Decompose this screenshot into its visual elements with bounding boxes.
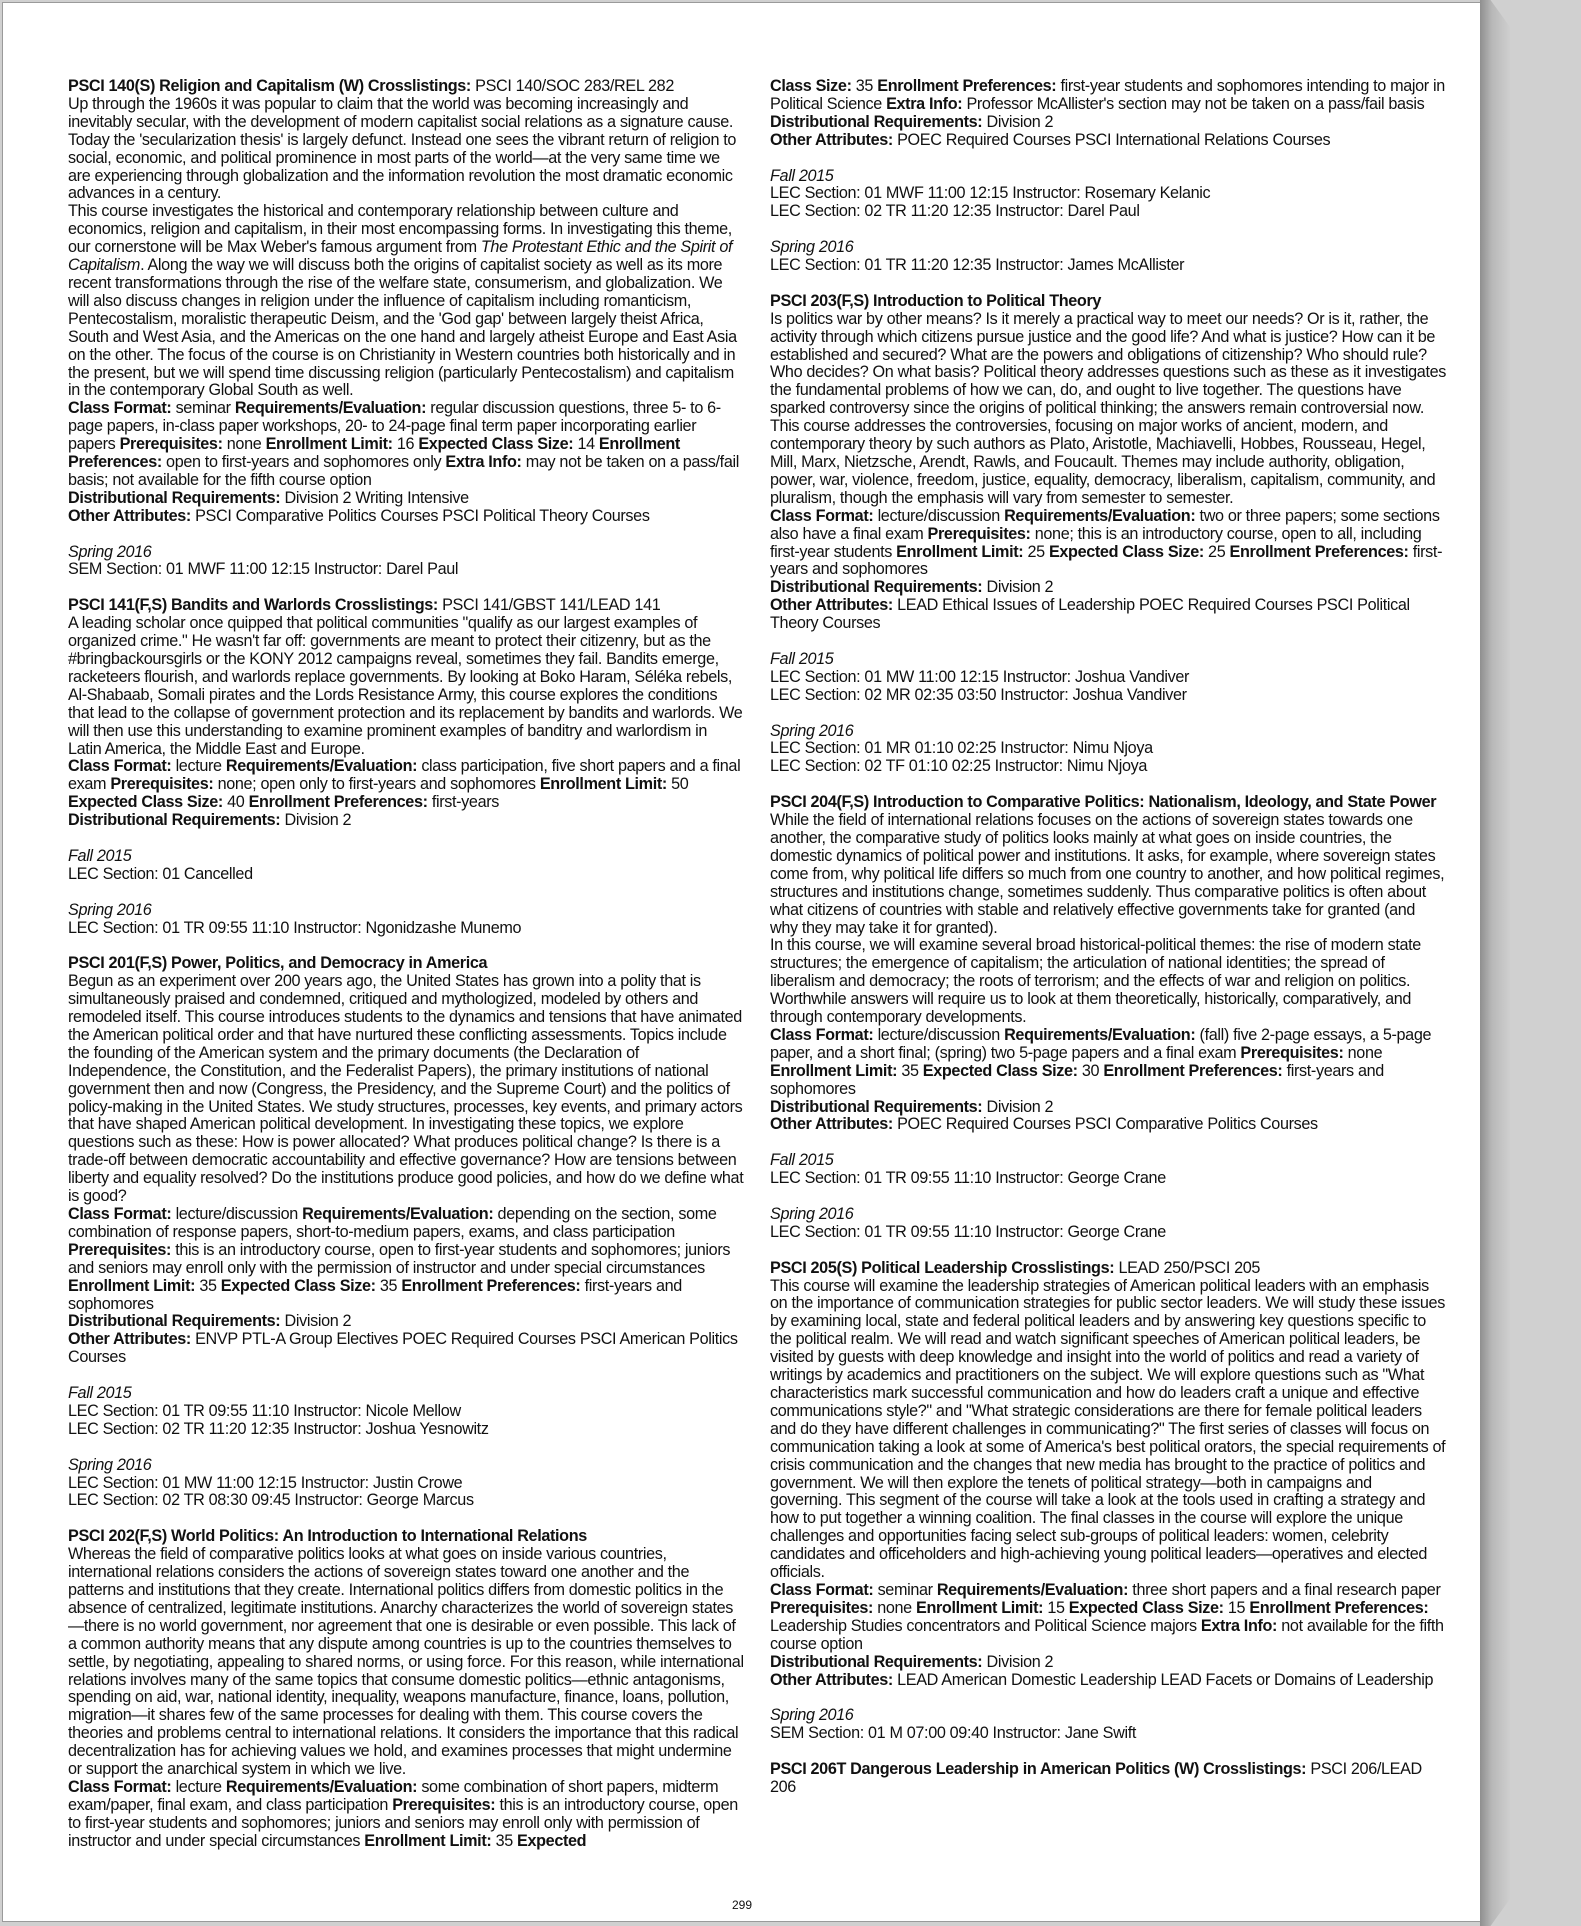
term-block	[770, 651, 1446, 705]
enrollment-prefs-label: Enrollment Preferences:	[248, 793, 428, 812]
section-line: LEC Section: 01 TR 09:55 11:10 Instructor: George Crane	[770, 1222, 1166, 1241]
crosslistings-label: Crosslistings:	[1011, 1258, 1115, 1277]
other-attributes-value: LEAD American Domestic Leadership LEAD Facets or Domains of Leadership	[897, 1670, 1434, 1689]
term-block	[68, 848, 744, 884]
term-name: Fall 2015	[770, 1151, 834, 1170]
expected-size-label: Expected Class Size:	[418, 435, 574, 454]
requirements-label: Requirements/Evaluation:	[936, 1580, 1129, 1599]
class-format-label: Class Format:	[68, 757, 172, 776]
requirements-label: Requirements/Evaluation:	[1004, 506, 1196, 525]
enrollment-prefs-value: Leadership Studies concentrators and Political Science majors	[770, 1616, 1197, 1635]
course-description: A leading scholar once quipped that political communities "qualify as our largest examples of organized crime." He wasn't far off: governments are meant to protect their citizenry, but as the #bringbackoursgirls or the KONY 2012 campaigns reveal, sometimes they fail. Bandits emerge, racketeers flourish, and warlords replace governments. By looking at Boko Haram, Séléka rebels, Al-Shabaab, Somali pirates and the Lords Resistance Army, this course explores the conditions that lead to the collapse of government protection and its replacement by bandits and warlords. We will then use this understanding to examine prominent examples of banditry and warlordism in Latin America, the Middle East and Europe.	[68, 614, 743, 758]
enrollment-limit-label: Enrollment Limit:	[539, 775, 667, 794]
distrib-label: Distributional Requirements:	[770, 578, 983, 597]
course-details	[68, 758, 744, 812]
course-title	[770, 1260, 1446, 1278]
other-attributes-label: Other Attributes:	[68, 506, 191, 525]
book-title: The Protestant Ethic and the Spirit of Capitalism	[68, 238, 733, 275]
expected-size-label: Expected Class Size:	[1048, 542, 1204, 561]
other-attributes-label: Other Attributes:	[770, 1115, 893, 1134]
expected-size-label: Expected Class Size:	[1068, 1598, 1224, 1617]
prerequisites-value: this is an introductory course, open to first-year students and sophomores; juniors and seniors may enroll only with permission of instructor and under special circumstances	[68, 1795, 738, 1850]
enrollment-limit-value: 50	[671, 775, 689, 794]
term-name: Spring 2016	[770, 721, 854, 740]
course-entry	[68, 955, 744, 1510]
left-column	[68, 78, 744, 1851]
term-block	[770, 723, 1446, 777]
distributional-requirements	[770, 1099, 1446, 1117]
prerequisites-value: this is an introductory course, open to first-year students and sophomores; juniors and seniors may enroll only with the permission of instructor and under special circumstances	[68, 1240, 731, 1277]
class-format-label: Class Format:	[770, 506, 874, 525]
enrollment-limit-label: Enrollment Limit:	[364, 1831, 492, 1850]
page-curl-edge	[1480, 0, 1510, 1926]
course-code-title: PSCI 140(S) Religion and Capitalism (W)	[68, 77, 364, 95]
extra-info-value: may not be taken on a pass/fail basis; not available for the fifth course option	[68, 453, 739, 489]
prerequisites-label: Prerequisites:	[1240, 1043, 1344, 1062]
course-description: Is politics war by other means? Is it merely a practical way to meet our needs? Or is it, rather, the activity through which citizens pursue justice and the good life? And what is justice? How can it be established and secured? What are the powers and obligations of citizenship? Who should rule? Who decides? On what basis? Political theory addresses questions such as these as it investigates the fundamental problems of how we can, do, and ought to live together. The questions have sparked controversy since the origins of political thinking; the answers remain controversial now. This course addresses the controversies, focusing on major works of ancient, modern, and contemporary theory by such authors as Plato, Aristotle, Machiavelli, Hobbes, Rousseau, Hegel, Mill, Marx, Nietzsche, Arendt, Rawls, and Foucault. Themes may include authority, obligation, power, war, violence, freedom, justice, equality, democracy, liberalism, capitalism, community, and pluralism, though the emphasis will vary from semester to semester.	[770, 309, 1446, 507]
expected-size-label: Expected Class Size:	[922, 1061, 1078, 1080]
prerequisites-value: none	[1347, 1043, 1383, 1062]
extra-info-value: Professor McAllister's section may not be taken on a pass/fail basis	[966, 94, 1425, 113]
course-entry	[68, 1528, 744, 1850]
term-name: Spring 2016	[68, 542, 152, 561]
prerequisites-label: Prerequisites:	[110, 775, 214, 794]
course-details	[770, 1582, 1446, 1654]
section-line: LEC Section: 02 MR 02:35 03:50 Instructor: Joshua Vandiver	[770, 685, 1187, 704]
extra-info-value: not available for the fifth course option	[770, 1616, 1444, 1653]
course-code-title: PSCI 206T Dangerous Leadership in American Politics (W)	[770, 1760, 1200, 1779]
other-attributes-label: Other Attributes:	[770, 596, 893, 615]
prerequisites-label: Prerequisites:	[119, 435, 223, 454]
course-entry	[770, 794, 1446, 1242]
term-block	[770, 1707, 1446, 1743]
section-line: LEC Section: 01 TR 09:55 11:10 Instructor: Ngonidzashe Munemo	[68, 918, 522, 937]
other-attributes-value: LEAD Ethical Issues of Leadership POEC Required Courses PSCI Political Theory Courses	[770, 596, 1410, 633]
course-title	[68, 597, 744, 615]
term-block	[770, 168, 1446, 222]
enrollment-prefs-value: first-years and sophomores	[770, 1061, 1384, 1098]
course-description: Begun as an experiment over 200 years ago, the United States has grown into a polity that is simultaneously praised and condemned, critiqued and mythologized, modeled by others and remodeled itself. This course introduces students to the dynamics and tensions that have animated the American political order and that have nurtured these conflicting assessments. Topics include the founding of the American system and the primary documents (the Declaration of Independence, the Constitution, and the Federalist Papers), the primary institutions of national government then and now (Congress, the Presidency, and the Supreme Court) and the politics of policy-making in the United States. We study structures, processes, key events, and primary actors that have shaped American political development. In investigating these topics, we explore questions such as these: How is power allocated? What produces political change? Is there is a trade-off between democratic accountability and effective governance? How are tensions between liberty and equality resolved? Do the institutions produce good policies, and how do we define what is good?	[68, 972, 744, 1206]
course-code-title: PSCI 141(F,S) Bandits and Warlords	[68, 596, 331, 615]
other-attributes-value: ENVP PTL-A Group Electives POEC Required Courses PSCI American Politics Courses	[68, 1330, 738, 1367]
extra-info-label: Extra Info:	[1200, 1616, 1278, 1635]
other-attributes-value: PSCI Comparative Politics Courses PSCI Political Theory Courses	[195, 506, 650, 525]
class-format-label: Class Format:	[68, 399, 172, 418]
section-line: LEC Section: 01 TR 09:55 11:10 Instructor: Nicole Mellow	[68, 1401, 461, 1420]
distrib-label: Distributional Requirements:	[770, 112, 983, 131]
other-attributes-label: Other Attributes:	[770, 130, 893, 149]
distrib-value: Division 2	[986, 1097, 1054, 1116]
term-name: Spring 2016	[770, 238, 854, 257]
crosslistings-label: Crosslistings:	[334, 596, 438, 615]
crosslistings-label: Crosslistings:	[367, 77, 471, 95]
course-details	[68, 400, 744, 490]
enrollment-limit-value: 35	[495, 1831, 513, 1850]
other-attributes	[770, 1116, 1446, 1134]
expected-size-value: 30	[1081, 1061, 1100, 1080]
distrib-label: Distributional Requirements:	[770, 1097, 983, 1116]
term-name: Spring 2016	[770, 1204, 854, 1223]
course-description-2	[68, 203, 744, 400]
course-description-2a: This course investigates the historical and contemporary relationship between culture and economics, religion and capitalism, in their most encompassing forms. In investigating this theme, our cornerstone will be Max Weber's famous argument from	[68, 202, 732, 257]
distributional-requirements	[770, 579, 1446, 597]
enrollment-limit-label: Enrollment Limit:	[770, 1061, 898, 1080]
prerequisites-label: Prerequisites:	[392, 1795, 496, 1814]
enrollment-prefs-label: Enrollment Preferences:	[1249, 1598, 1429, 1617]
class-format-value: lecture/discussion	[877, 506, 1000, 525]
prerequisites-value: none; open only to first-years and sophomores	[217, 775, 536, 794]
term-name: Spring 2016	[770, 1706, 854, 1725]
section-line: LEC Section: 01 TR 11:20 12:35 Instructor: James McAllister	[770, 256, 1185, 275]
section-line: LEC Section: 02 TF 01:10 02:25 Instructor: Nimu Njoya	[770, 757, 1148, 776]
requirements-value: (fall) five 2-page essays, a 5-page paper, and a short final; (spring) two 5-page papers and a final exam	[770, 1025, 1432, 1062]
enrollment-limit-value: 16	[396, 435, 415, 454]
distrib-label: Distributional Requirements:	[68, 811, 281, 830]
class-format-label: Class Format:	[770, 1025, 874, 1044]
distrib-value: Division 2	[986, 112, 1054, 131]
course-code-title: PSCI 205(S) Political Leadership	[770, 1258, 1008, 1277]
distrib-label: Distributional Requirements:	[770, 1652, 983, 1671]
enrollment-prefs-value: first-years	[431, 793, 500, 812]
course-description-2b: . Along the way we will discuss both the origins of capitalist society as well as its more recent transformations through the rise of the welfare state, consumerism, and globalization. We will also discuss changes in religion under the influence of capitalism including romanticism, Pentecostalism, moralistic therapeutic Deism, and the 'God gap' between largely theist Africa, South and West Asia, and the Americas on the one hand and largely atheist Europe and East Asia on the other. The focus of the course is on Christianity in Western countries both historically and in the present, but we will spend time discussing religion (particularly Pentecostalism) and capitalism in the contemporary Global South as well.	[68, 256, 737, 400]
term-name: Fall 2015	[770, 649, 834, 668]
page-number: 299	[731, 1898, 753, 1912]
requirements-value: three short papers and a final research paper	[1132, 1580, 1441, 1599]
prerequisites-label: Prerequisites:	[927, 524, 1031, 543]
course-code-title: PSCI 202(F,S) World Politics: An Introduction to International Relations	[68, 1527, 587, 1546]
other-attributes	[770, 132, 1446, 150]
requirements-value: class participation, five short papers and a final exam	[68, 757, 741, 794]
class-format-value: lecture	[175, 757, 222, 776]
extra-info-label: Extra Info:	[886, 94, 963, 113]
requirements-label: Requirements/Evaluation:	[234, 399, 427, 418]
course-entry	[770, 1761, 1446, 1797]
class-format-value: seminar	[877, 1580, 933, 1599]
class-format-label: Class Format:	[68, 1205, 172, 1224]
enrollment-prefs-value: first-year students and sophomores intending to major in Political Science	[770, 77, 1445, 113]
expected-size-value: 40	[227, 793, 245, 812]
prerequisites-value: none	[226, 435, 262, 454]
enrollment-limit-value: 25	[1027, 542, 1045, 561]
section-line: LEC Section: 01 MWF 11:00 12:15 Instructor: Rosemary Kelanic	[770, 184, 1211, 203]
requirements-value: two or three papers; some sections also have a final exam	[770, 506, 1440, 543]
enrollment-prefs-value: first-years and sophomores	[770, 542, 1443, 579]
class-size-value: 35	[855, 77, 874, 95]
prerequisites-label: Prerequisites:	[68, 1240, 172, 1259]
expected-size-label: Expected Class Size:	[68, 793, 223, 812]
enrollment-prefs-label: Enrollment Preferences:	[1229, 542, 1409, 561]
term-block	[770, 1152, 1446, 1188]
distributional-requirements	[770, 114, 1446, 132]
crosslistings-label: Crosslistings:	[1203, 1760, 1307, 1779]
course-code-title: PSCI 201(F,S) Power, Politics, and Democracy in America	[68, 954, 488, 973]
prerequisites-value: none; this is an introductory course, open to all, including first-year students	[770, 524, 1422, 561]
requirements-label: Requirements/Evaluation:	[225, 1777, 418, 1796]
section-line: LEC Section: 02 TR 11:20 12:35 Instructor: Joshua Yesnowitz	[68, 1419, 489, 1438]
section-line: LEC Section: 01 MR 01:10 02:25 Instructor: Nimu Njoya	[770, 739, 1153, 758]
other-attributes-value: POEC Required Courses PSCI Comparative Politics Courses	[897, 1115, 1318, 1134]
requirements-label: Requirements/Evaluation:	[1004, 1025, 1196, 1044]
course-entry	[770, 293, 1446, 776]
requirements-label: Requirements/Evaluation:	[225, 757, 418, 776]
enrollment-prefs-value: first-years and sophomores	[68, 1276, 682, 1313]
enrollment-prefs-label: Enrollment Preferences:	[877, 77, 1057, 95]
section-line: LEC Section: 01 MW 11:00 12:15 Instructor: Joshua Vandiver	[770, 667, 1190, 686]
distrib-label: Distributional Requirements:	[68, 488, 281, 507]
expected-size-label: Expected Class Size:	[220, 1276, 376, 1295]
section-line: LEC Section: 01 MW 11:00 12:15 Instructor: Justin Crowe	[68, 1473, 463, 1492]
extra-info-label: Extra Info:	[445, 453, 522, 472]
enrollment-limit-label: Enrollment Limit:	[916, 1598, 1044, 1617]
enrollment-prefs-value: open to first-years and sophomores only	[166, 453, 442, 472]
course-details	[68, 1206, 744, 1313]
term-name: Fall 2015	[68, 846, 132, 865]
term-block	[68, 1385, 744, 1439]
section-line: SEM Section: 01 M 07:00 09:40 Instructor: Jane Swift	[770, 1724, 1137, 1743]
section-line: SEM Section: 01 MWF 11:00 12:15 Instructor: Darel Paul	[68, 560, 459, 579]
course-details	[770, 78, 1446, 114]
distributional-requirements	[68, 1313, 744, 1331]
course-details	[770, 1027, 1446, 1099]
course-entry	[68, 78, 744, 579]
term-block	[68, 544, 744, 580]
course-description-2: In this course, we will examine several broad historical-political themes: the rise of modern state structures; the emergence of capitalism; the articulation of national identities; the spread of liberalism and democracy; the roots of terrorism; and the effects of war and religion on politics. Worthwhile answers will require us to look at them theoretically, historically, comparatively, and through contemporary developments.	[770, 936, 1421, 1027]
crosslistings-value: PSCI 140/SOC 283/REL 282	[475, 77, 674, 95]
enrollment-prefs-label: Enrollment Preferences:	[401, 1276, 581, 1295]
distrib-value: Division 2 Writing Intensive	[284, 488, 469, 507]
other-attributes	[68, 508, 744, 526]
enrollment-prefs-label: Enrollment Preferences:	[1103, 1061, 1283, 1080]
crosslistings-value: PSCI 141/GBST 141/LEAD 141	[442, 596, 661, 615]
crosslistings-value: LEAD 250/PSCI 205	[1118, 1258, 1261, 1277]
other-attributes	[770, 1672, 1446, 1690]
distrib-value: Division 2	[284, 811, 352, 830]
enrollment-limit-value: 35	[901, 1061, 919, 1080]
requirements-label: Requirements/Evaluation:	[302, 1205, 494, 1224]
crosslistings-value: PSCI 206/LEAD 206	[770, 1760, 1422, 1796]
requirements-value: some combination of short papers, midterm exam/paper, final exam, and class participation	[68, 1777, 719, 1814]
term-block	[770, 1206, 1446, 1242]
class-size-label: Class Size:	[770, 77, 852, 95]
enrollment-limit-value: 15	[1047, 1598, 1065, 1617]
term-name: Fall 2015	[770, 166, 834, 185]
term-block	[68, 902, 744, 938]
course-entry	[770, 1260, 1446, 1743]
other-attributes-label: Other Attributes:	[68, 1330, 191, 1349]
expected-size-value: 14	[577, 435, 595, 454]
course-description: Whereas the field of comparative politics looks at what goes on inside various countries, international relations considers the actions of sovereign states toward one another and the patterns and institutions that they create. International politics differs from domestic politics in the absence of centralized, legitimate institutions. Anarchy characterizes the world of sovereign states—there is no world government, nor agreement that one is desirable or even possible. This lack of a common authority means that any dispute among countries is up to the countries themselves to settle, by negotiating, appealing to shared norms, or using force. For this reason, while international relations involves many of the same topics that consume domestic politics—ethnic antagonisms, spending on aid, war, national identity, inequality, weapons manufacture, finance, loans, pollution, migration—it shares few of the same processes for dealing with them. This course covers the theories and problems central to international relations. It considers the importance that this radical decentralization has for achieving values we hold, and examines processes that might undermine or support the anarchical system in which we live.	[68, 1545, 744, 1779]
course-title	[770, 794, 1446, 812]
class-format-label: Class Format:	[770, 1580, 874, 1599]
expected-size-value: 15	[1227, 1598, 1246, 1617]
right-column	[770, 78, 1446, 1797]
prerequisites-value: none	[877, 1598, 912, 1617]
course-title	[68, 955, 744, 973]
other-attributes-value: POEC Required Courses PSCI International Relations Courses	[897, 130, 1331, 149]
distrib-value: Division 2	[986, 578, 1054, 597]
section-line: LEC Section: 02 TR 08:30 09:45 Instructor: George Marcus	[68, 1491, 474, 1510]
other-attributes	[68, 1331, 744, 1367]
expected-label: Expected	[517, 1831, 587, 1850]
distrib-value: Division 2	[284, 1312, 352, 1331]
course-title	[770, 1761, 1446, 1797]
term-name: Fall 2015	[68, 1384, 132, 1403]
other-attributes-label: Other Attributes:	[770, 1670, 893, 1689]
term-block	[68, 1457, 744, 1511]
enrollment-limit-label: Enrollment Limit:	[68, 1276, 196, 1295]
distributional-requirements	[68, 490, 744, 508]
course-title	[770, 293, 1446, 311]
course-details	[770, 508, 1446, 580]
prerequisites-label: Prerequisites:	[770, 1598, 874, 1617]
course-entry	[770, 78, 1446, 275]
distrib-label: Distributional Requirements:	[68, 1312, 281, 1331]
requirements-value: depending on the section, some combination of response papers, short-to-medium papers, exams, and class participation	[68, 1205, 717, 1241]
section-line: LEC Section: 01 TR 09:55 11:10 Instructor: George Crane	[770, 1169, 1166, 1188]
distributional-requirements	[68, 812, 744, 830]
enrollment-prefs-label: Enrollment Preferences:	[68, 435, 680, 472]
term-name: Spring 2016	[68, 900, 152, 919]
enrollment-limit-value: 35	[199, 1276, 217, 1295]
distrib-value: Division 2	[986, 1652, 1054, 1671]
class-format-value: seminar	[175, 399, 231, 418]
expected-size-value: 35	[379, 1276, 398, 1295]
course-description: This course will examine the leadership strategies of American political leaders with an emphasis on the importance of communication strategies for public sector leaders. We will study these issues by examining local, state and federal political leaders and by answering key questions specific to the political realm. We will read and watch significant speeches of American political leaders, be visited by guests with deep knowledge and insight into the world of politics and read a variety of writings by academics and practitioners on the subject. We will explore questions such as "What characteristics mark successful communication and how do leaders craft a unique and effective communications style?" and "What strategic considerations are there for female political leaders and do they have different challenges in communicating?" The first series of classes will focus on communication taking a look at some of America's best political orators, the special requirements of crisis communication and the changes that new media has brought to the practice of politics and government. We will then explore the tenets of political strategy—both in campaigns and governing. This segment of the course will take a look at the tools used in crafting a strategy and how to put together a winning coalition. The final classes in the course will explore the unique challenges and opportunities facing select sub-groups of political leaders: women, celebrity candidates and officeholders and high-achieving young political leaders—operatives and elected officials.	[770, 1276, 1446, 1582]
expected-size-value: 25	[1208, 542, 1226, 561]
requirements-value: regular discussion questions, three 5- to 6-page papers, in-class paper workshops, 20- to 24-page final term paper incorporating earlier papers	[68, 399, 721, 454]
enrollment-limit-label: Enrollment Limit:	[265, 435, 393, 454]
class-format-label: Class Format:	[68, 1777, 172, 1796]
term-block	[770, 239, 1446, 275]
course-description: While the field of international relations focuses on the actions of sovereign states towards one another, the comparative study of politics looks mainly at what goes on inside countries, the domestic dynamics of political power and institutions. It asks, for example, where sovereign states come from, why political life differs so much from one country to another, and how political regimes, structures and institutions change, sometimes suddenly. Thus comparative politics is often about what citizens of countries with stable and relatively effective governments take for granted (and why they may take it for granted).	[770, 811, 1445, 937]
term-name: Spring 2016	[68, 1455, 152, 1474]
course-entry	[68, 597, 744, 937]
course-code-title: PSCI 203(F,S) Introduction to Political Theory	[770, 291, 1102, 310]
course-details	[68, 1779, 744, 1851]
class-format-value: lecture	[175, 1777, 222, 1796]
course-title	[68, 1528, 744, 1546]
section-line: LEC Section: 02 TR 11:20 12:35 Instructor: Darel Paul	[770, 202, 1140, 221]
class-format-value: lecture/discussion	[175, 1205, 298, 1224]
distributional-requirements	[770, 1654, 1446, 1672]
other-attributes	[770, 597, 1446, 633]
course-description: Up through the 1960s it was popular to claim that the world was becoming increasingly and inevitably secular, with the development of modern capitalist social relations as a signature cause. Today the 'secularization thesis' is largely defunct. Instead one sees the vibrant return of religion to social, economic, and political prominence in most parts of the world—at the very same time we are experiencing through globalization and the information revolution the most dramatic economic advances in a century.	[68, 94, 737, 203]
enrollment-limit-label: Enrollment Limit:	[896, 542, 1024, 561]
course-code-title: PSCI 204(F,S) Introduction to Comparative Politics: Nationalism, Ideology, and State Power	[770, 793, 1437, 812]
class-format-value: lecture/discussion	[877, 1025, 1000, 1044]
section-line: LEC Section: 01 Cancelled	[68, 864, 253, 883]
course-title	[68, 78, 744, 96]
